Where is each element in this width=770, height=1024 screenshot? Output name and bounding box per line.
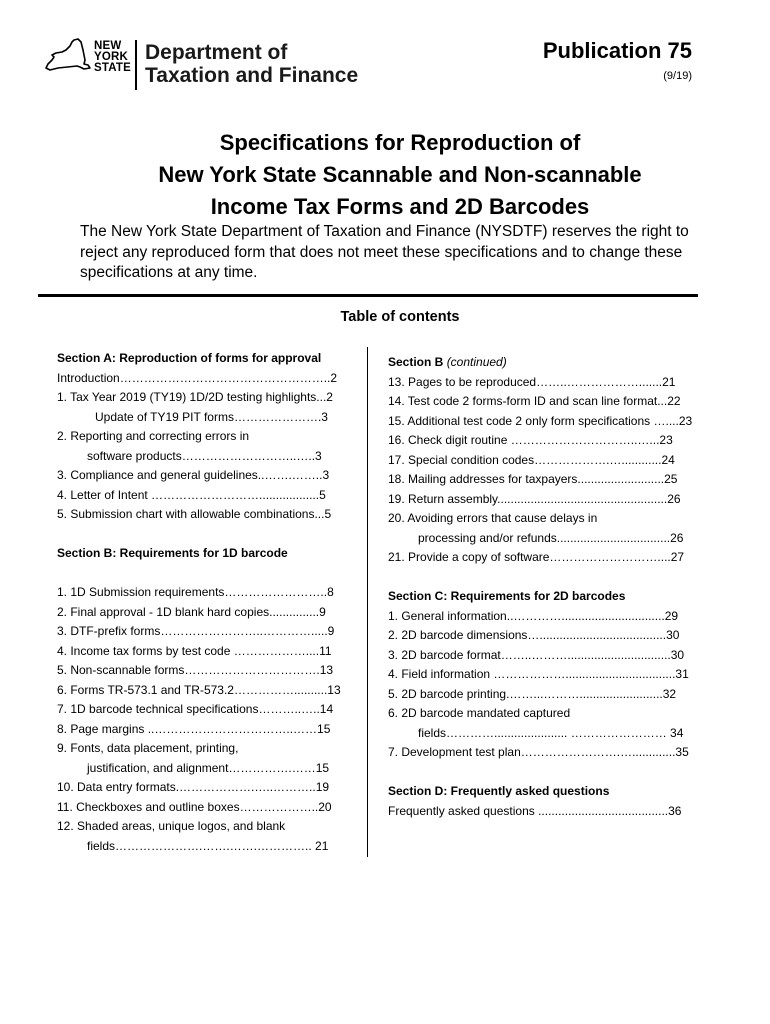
toc-entry[interactable]: 6. 2D barcode mandated captured	[388, 706, 571, 720]
toc-spacer	[57, 525, 347, 545]
toc-entry[interactable]: 7. 1D barcode technical specifications………..…..14	[57, 702, 334, 716]
toc-left-column	[57, 349, 347, 856]
toc-entry[interactable]: 4. Income tax forms by test code ………………....11	[57, 643, 332, 658]
department-name: Department of Taxation and Finance	[145, 41, 359, 87]
toc-section-heading: Section B (continued)	[388, 355, 507, 369]
toc-entry[interactable]: 5. 2D barcode printing.……...……….........................32	[388, 686, 677, 701]
toc-entry[interactable]: 2. 2D barcode dimensions…......................................30	[388, 628, 680, 642]
toc-entry[interactable]: 14. Test code 2 forms-form ID and scan line format...22	[388, 394, 681, 408]
toc-entry[interactable]: processing and/or refunds..................................26	[418, 530, 684, 545]
toc-entry[interactable]: Introduction……………………………………………..2	[57, 370, 338, 385]
toc-spacer	[388, 763, 698, 783]
toc-entry[interactable]: justification, and alignment…………….……15	[87, 760, 330, 775]
toc-entry[interactable]: 5. Non-scannable forms…………………………….13	[57, 663, 334, 677]
toc-section-heading: Section A: Reproduction of forms for approval	[57, 351, 322, 365]
toc-spacer	[57, 564, 347, 584]
toc-continued-note: (continued)	[446, 355, 507, 369]
toc-entry[interactable]: 6. Forms TR-573.1 and TR-573.2……………..........13	[57, 682, 341, 697]
toc-entry[interactable]: 1. Tax Year 2019 (TY19) 1D/2D testing highlights...2	[57, 390, 333, 404]
toc-entry[interactable]: 20. Avoiding errors that cause delays in	[388, 511, 598, 525]
new-york-state-outline-icon	[44, 38, 92, 78]
nys-dtf-logo	[44, 38, 359, 94]
publication-date: (9/19)	[663, 70, 692, 82]
toc-entry[interactable]: 10. Data entry formats.……………….…..………..19	[57, 780, 330, 794]
toc-entry[interactable]: 1. 1D Submission requirements……………………..8	[57, 585, 334, 599]
logo-divider	[135, 40, 137, 90]
toc-section-heading: Section B: Requirements for 1D barcode	[57, 546, 288, 560]
toc-section-heading: Section C: Requirements for 2D barcodes	[388, 589, 626, 603]
horizontal-rule	[38, 294, 698, 297]
toc-entry[interactable]: 12. Shaded areas, unique logos, and blank	[57, 819, 286, 833]
toc-entry[interactable]: 7. Development test plan…………………….….............35	[388, 745, 689, 759]
publication-number: Publication 75	[542, 38, 692, 63]
toc-entry[interactable]: 3. 2D barcode format……..………...............................30	[388, 647, 685, 662]
toc-entry[interactable]: 5. Submission chart with allowable combinations...5	[57, 507, 332, 521]
toc-entry[interactable]: 3. Compliance and general guidelines..…….……..3	[57, 468, 330, 482]
column-divider	[367, 347, 368, 857]
toc-entry[interactable]: 4. Field information ……………….................................31	[388, 667, 689, 681]
state-logo-text: NEW YORK STATE	[94, 40, 131, 74]
toc-entry[interactable]: 8. Page margins ..……………………………..……15	[57, 721, 331, 736]
toc-entry[interactable]: 3. DTF-prefix forms……………………..………….....9	[57, 624, 335, 638]
intro-paragraph: The New York State Department of Taxation and Finance (NYSDTF) reserves the right to reject any reproduced form that does not meet these specifications and to change these specifications at any time.	[80, 223, 689, 281]
toc-spacer	[388, 568, 698, 588]
toc-entry[interactable]: 9. Fonts, data placement, printing,	[57, 741, 239, 755]
toc-entry[interactable]: Frequently asked questions .......................................36	[388, 803, 682, 818]
toc-entry[interactable]: 2. Final approval - 1D blank hard copies...............9	[57, 604, 326, 619]
toc-entry[interactable]: fields…………...................... …………………… 34	[418, 725, 684, 740]
toc-entry[interactable]: 13. Pages to be reproduced……..……………….......21	[388, 374, 676, 389]
toc-entry[interactable]: 2. Reporting and correcting errors in	[57, 429, 250, 443]
toc-section-heading: Section D: Frequently asked questions	[388, 784, 610, 798]
toc-entry[interactable]: software products………………………..…..3	[87, 448, 322, 463]
toc-entry[interactable]: 11. Checkboxes and outline boxes………………..20	[57, 799, 332, 814]
toc-entry[interactable]: 4. Letter of Intent ………………………..................5	[57, 487, 326, 502]
toc-entry[interactable]: Update of TY19 PIT forms………………….3	[95, 409, 328, 424]
toc-entry[interactable]: 16. Check digit routine …………………………..…...23	[388, 433, 673, 447]
toc-entry[interactable]: 17. Special condition codes……………….…............24	[388, 452, 675, 467]
toc-title: Table of contents	[340, 309, 460, 325]
toc-entry[interactable]: 15. Additional test code 2 only form specifications …....23	[388, 413, 693, 428]
toc-right-column	[388, 353, 698, 821]
toc-entry[interactable]: 18. Mailing addresses for taxpayers..........................25	[388, 472, 678, 486]
document-title: Specifications for Reproduction of New York State Scannable and Non-scannable Income Tax Forms and 2D Barcodes	[158, 130, 642, 219]
toc-entry[interactable]: 1. General information..…………...............................29	[388, 608, 679, 623]
toc-entry[interactable]: 19. Return assembly...................................................26	[388, 491, 681, 506]
toc-entry[interactable]: 21. Provide a copy of software………………………....27	[388, 550, 685, 564]
toc-entry[interactable]: fields………………….…….…….………….. 21	[87, 838, 329, 853]
